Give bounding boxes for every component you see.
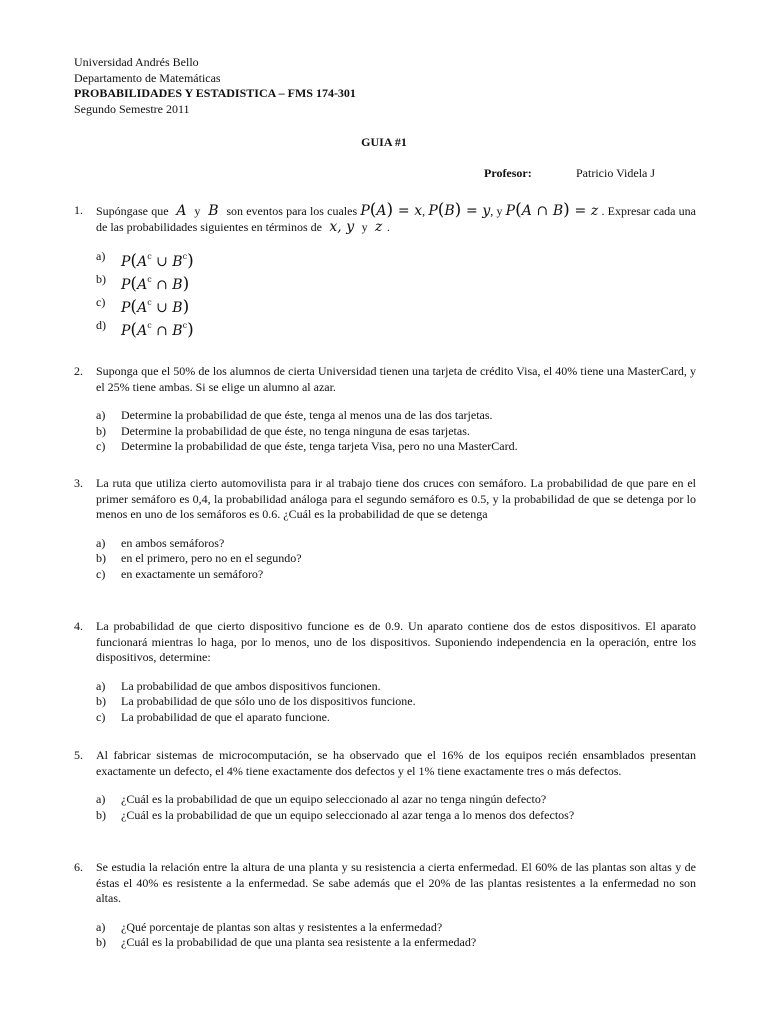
list-item: b) Determine la probabilidad de que éste, no tenga ninguna de esas tarjetas. — [96, 423, 470, 438]
question-items — [74, 792, 696, 823]
semester: Segundo Semestre 2011 — [74, 101, 190, 116]
professor-line — [484, 166, 656, 182]
question-5 — [74, 748, 696, 823]
question-text: La ruta que utiliza cierto automovilista para ir al trabajo tiene dos cruces con semáforo. La probabilidad de que pare en el primer semáforo es 0,4, la probabilidad análoga para el segundo semáforo es 0.5, y la probabilidad de que se detenga por lo menos en uno de los semáforos es 0.6. ¿Cuál es la probabilidad de que se detenga — [96, 476, 696, 521]
math-expression: $P(A^c$ ∩ $B^c$) — [121, 320, 194, 340]
question-number: 3. — [74, 476, 83, 490]
list-item: b) ¿Cuál es la probabilidad de que un equipo seleccionado al azar tenga a lo menos dos defectos? — [96, 807, 575, 822]
document-header — [74, 55, 356, 117]
question-number: 2. — [74, 364, 83, 378]
question-number: 4. — [74, 619, 83, 633]
list-item: a) $P(A^c$ ∪ $B^c$) — [96, 249, 194, 271]
list-item: c) Determine la probabilidad de que éste, tenga tarjeta Visa, pero no una MasterCard. — [96, 439, 518, 453]
university-name: Universidad Andrés Bello — [74, 55, 199, 69]
question-number: 5. — [74, 748, 83, 762]
question-text: Suponga que el 50% de los alumnos de cierta Universidad tienen una tarjeta de crédito Visa, el 40% tiene una MasterCard, y el 25% tiene ambas. Si se elige un alumno al azar. — [96, 364, 696, 394]
question-1 — [74, 200, 696, 340]
list-item: c) en exactamente un semáforo? — [96, 566, 264, 581]
math-pb: P(B) = y — [428, 200, 491, 220]
question-text: Al fabricar sistemas de microcomputación, se ha observado que el 16% de los equipos recién ensamblados presentan exactamente un defecto, el 4% tiene exactamente dos defectos y el 1% tiene exactamente tres o más defectos. — [96, 748, 696, 778]
course-title: PROBABILIDADES Y ESTADISTICA – FMS 174-301 — [74, 86, 356, 100]
list-item: b) $P(A^c$ ∩ B) — [96, 272, 190, 294]
math-pa: P(A) = x — [360, 200, 423, 220]
list-item: a) en ambos semáforos? — [96, 535, 225, 550]
guide-title: GUIA #1 — [361, 135, 407, 149]
list-item: d) $P(A^c$ ∩ $B^c$) — [96, 318, 194, 340]
math-expression: $P(A^c$ ∪ B) — [121, 297, 190, 317]
list-item: a) La probabilidad de que ambos dispositivos funcionen. — [96, 678, 381, 693]
department-name: Departamento de Matemáticas — [74, 70, 221, 85]
math-expression: $P(A^c$ ∪ $B^c$) — [121, 251, 194, 271]
math-xy: x, y — [324, 218, 359, 235]
list-item: a) ¿Cuál es la probabilidad de que un equipo seleccionado al azar no tenga ningún defecto? — [96, 792, 547, 806]
list-item: a) ¿Qué porcentaje de plantas son altas y resistentes a la enfermedad? — [96, 919, 443, 934]
question-items — [74, 536, 696, 583]
question-3 — [74, 476, 696, 582]
math-a: A — [171, 203, 192, 219]
math-z: z — [370, 218, 387, 235]
math-pab: P(A ∩ B) = z — [505, 200, 599, 220]
question-6 — [74, 860, 696, 951]
question-text: Supóngase que A y B son eventos para los cuales P(A) = x, P(B) = y, y P(A ∩ B) = z . Expresar cada una de las probabilidades siguientes en términos de x, y y z . — [96, 200, 696, 235]
question-text: La probabilidad de que cierto dispositivo funcione es de 0.9. Un aparato contiene dos de estos dispositivos. El aparato funcionará mientras lo haga, por lo menos, uno de los dispositivos. Suponiendo independencia en la operación, entre los dispositivos, determine: — [96, 619, 696, 664]
question-items — [74, 408, 696, 455]
question-items — [74, 245, 696, 340]
professor-name: Patricio Videla J — [576, 166, 656, 180]
professor-label: Profesor: — [484, 166, 532, 180]
math-b: B — [203, 203, 224, 219]
question-number: 6. — [74, 860, 83, 874]
question-items — [74, 920, 696, 951]
question-items — [74, 679, 696, 726]
list-item: c) La probabilidad de que el aparato funcione. — [96, 709, 330, 724]
list-item: c) $P(A^c$ ∪ B) — [96, 295, 190, 317]
question-text: Se estudia la relación entre la altura de una planta y su resistencia a cierta enfermedad. El 60% de las plantas son altas y de éstas el 40% es resistente a la enfermedad. Se sabe además que el 20% de las plantas resistentes a la enfermedad no son altas. — [96, 860, 696, 905]
question-2 — [74, 364, 696, 455]
list-item: b) La probabilidad de que sólo uno de los dispositivos funcione. — [96, 694, 416, 708]
list-item: b) ¿Cuál es la probabilidad de que una planta sea resistente a la enfermedad? — [96, 935, 477, 949]
question-4 — [74, 619, 696, 725]
math-expression: $P(A^c$ ∩ B) — [121, 274, 190, 294]
question-number: 1. — [74, 203, 83, 217]
list-item: b) en el primero, pero no en el segundo? — [96, 551, 302, 565]
list-item: a) Determine la probabilidad de que éste, tenga al menos una de las dos tarjetas. — [96, 408, 493, 422]
